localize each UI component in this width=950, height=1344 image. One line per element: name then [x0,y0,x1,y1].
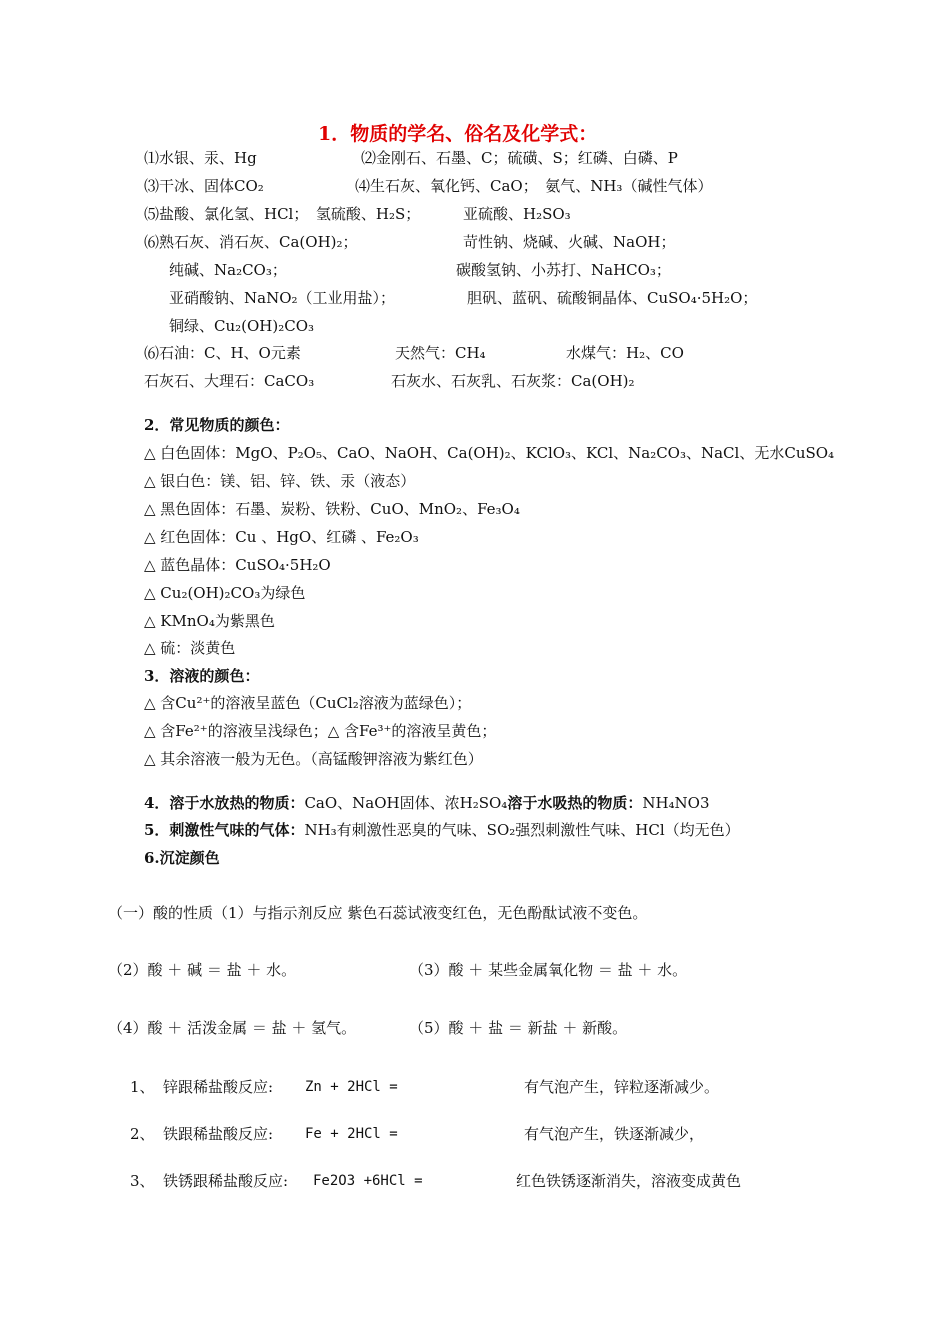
solution-item: △ 含Cu²⁺的溶液呈蓝色（CuCl₂溶液为蓝绿色）； [144,694,472,712]
acid-property-3: （3）酸 ＋ 某些金属氧化物 ＝ 盐 ＋ 水。 [409,961,688,979]
name-row-9b: 石灰水、石灰乳、石灰浆：Ca(OH)₂ [391,372,635,390]
reaction-name: 铁锈跟稀盐酸反应: [163,1172,289,1190]
reaction-name: 铁跟稀盐酸反应: [163,1125,274,1143]
reaction-observation: 有气泡产生，锌粒逐渐减少。 [524,1078,720,1096]
reaction-equation: Fe2O3 +6HCl = [313,1173,423,1189]
name-row-2a: ⑶干冰、固体CO₂ [144,177,264,195]
section-4-text-1: CaO、NaOH固体、浓H₂SO₄ [304,794,508,812]
section-5-label: 5．刺激性气味的气体： [144,821,305,839]
color-item: △ 蓝色晶体：CuSO₄·5H₂O [144,556,331,574]
acid-property-4: （4）酸 ＋ 活泼金属 ＝ 盐 ＋ 氢气。 [108,1019,357,1037]
name-row-5b: 碳酸氢钠、小苏打、NaHCO₃； [456,261,671,279]
section-6-label: 6.沉淀颜色 [144,849,220,867]
name-row-6a: 亚硝酸钠、NaNO₂（工业用盐）； [169,289,396,307]
section-4-text-2: NH₄NO3 [642,794,710,812]
color-item: △ 黑色固体：石墨、炭粉、铁粉、CuO、MnO₂、Fe₃O₄ [144,500,520,518]
reaction-equation: Fe + 2HCl = [305,1126,398,1142]
name-row-8b: 天然气：CH₄ [395,344,486,362]
name-row-5a: 纯碱、Na₂CO₃； [169,261,287,279]
name-row-4b: 苛性钠、烧碱、火碱、NaOH； [463,233,676,251]
acid-property-5: （5）酸 ＋ 盐 ＝ 新盐 ＋ 新酸。 [409,1019,628,1037]
reaction-num: 3、 [130,1172,155,1190]
color-item: △ 红色固体：Cu 、HgO、红磷 、Fe₂O₃ [144,528,419,546]
name-row-8c: 水煤气：H₂、CO [566,344,684,362]
solution-heading: 3．溶液的颜色： [144,667,260,685]
color-item: △ Cu₂(OH)₂CO₃为绿色 [144,584,306,602]
reaction-num: 1、 [130,1078,155,1096]
name-row-9a: 石灰石、大理石：CaCO₃ [144,372,315,390]
section-4-label-1: 4．溶于水放热的物质： [144,794,305,812]
name-row-2b: ⑷生石灰、氧化钙、CaO； 氨气、NH₃（碱性气体） [355,177,713,195]
name-row-1a: ⑴水银、汞、Hg [144,149,257,167]
name-row-3a: ⑸盐酸、氯化氢、HCl； 氢硫酸、H₂S； [144,205,421,223]
reaction-num: 2、 [130,1125,155,1143]
acid-property-1: （一）酸的性质（1）与指示剂反应 紫色石蕊试液变红色，无色酚酞试液不变色。 [108,904,648,922]
section-5 [144,820,740,840]
name-row-7a: 铜绿、Cu₂(OH)₂CO₃ [169,317,315,335]
color-item: △ KMnO₄为紫黑色 [144,612,275,630]
name-row-4a: ⑹熟石灰、消石灰、Ca(OH)₂； [144,233,358,251]
name-row-1b: ⑵金刚石、石墨、C；硫磺、S；红磷、白磷、P [361,149,678,167]
color-item: △ 银白色：镁、铝、锌、铁、汞（液态） [144,472,416,490]
color-item: △ 白色固体：MgO、P₂O₅、CaO、NaOH、Ca(OH)₂、KClO₃、KCl、Na₂CO₃、NaCl、无水CuSO₄ [144,444,835,462]
solution-item: △ 其余溶液一般为无色。（高锰酸钾溶液为紫红色） [144,750,483,768]
name-row-6b: 胆矾、蓝矾、硫酸铜晶体、CuSO₄·5H₂O； [467,289,758,307]
acid-property-2: （2）酸 ＋ 碱 ＝ 盐 ＋ 水。 [108,961,297,979]
colors-heading: 2．常见物质的颜色： [144,416,290,434]
page-title: 1．物质的学名、俗名及化学式： [318,123,598,145]
section-4-label-2: 溶于水吸热的物质： [507,794,643,812]
section-4 [144,793,710,813]
reaction-observation: 有气泡产生，铁逐渐减少， [524,1125,705,1143]
reaction-name: 锌跟稀盐酸反应: [163,1078,274,1096]
name-row-3b: 亚硫酸、H₂SO₃ [463,205,571,223]
section-5-text: NH₃有刺激性恶臭的气味、SO₂强烈刺激性气味、HCl（均无色） [304,821,740,839]
reaction-equation: Zn + 2HCl = [305,1079,398,1095]
name-row-8a: ⑹石油：C、H、O元素 [144,344,301,362]
color-item: △ 硫：淡黄色 [144,639,236,657]
reaction-observation: 红色铁锈逐渐消失，溶液变成黄色 [516,1172,742,1190]
solution-item: △ 含Fe²⁺的溶液呈浅绿色；△ 含Fe³⁺的溶液呈黄色； [144,722,497,740]
